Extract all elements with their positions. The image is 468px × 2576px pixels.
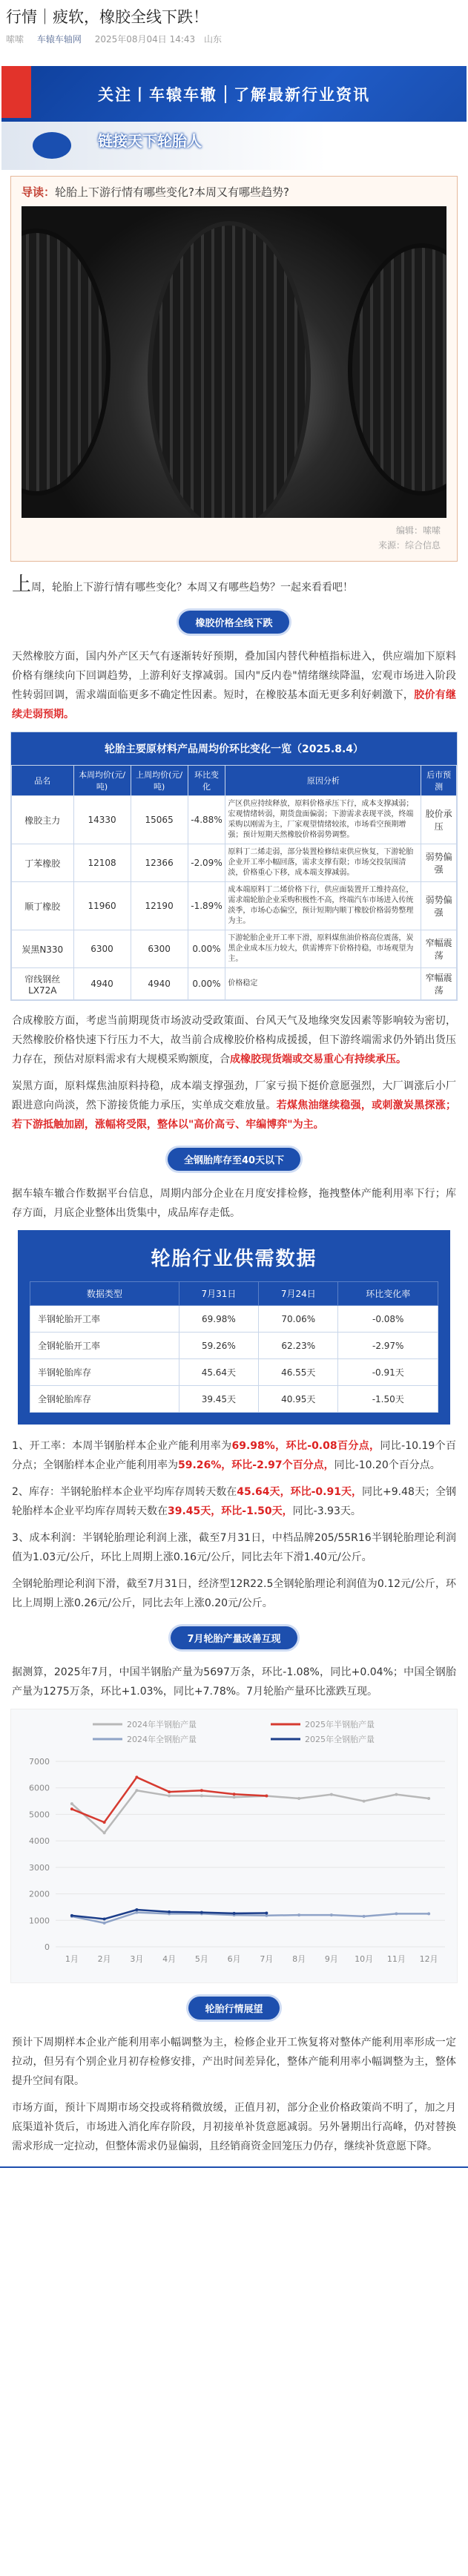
pill-rubber-price: 橡胶价格全线下跌 xyxy=(179,611,289,634)
brand-logo-icon xyxy=(33,132,71,159)
table-cell: 12190 xyxy=(131,882,188,930)
data-point xyxy=(200,1911,203,1914)
account-link[interactable]: 车辕车轴网 xyxy=(36,34,82,45)
supply-cell: -0.91天 xyxy=(338,1359,438,1386)
legend-label: 2024年全钢胎产量 xyxy=(127,1735,197,1744)
x-tick-label: 2月 xyxy=(97,1954,111,1964)
section-pill xyxy=(0,1997,468,2020)
x-tick-label: 1月 xyxy=(65,1954,79,1964)
synthetic-text: 合成橡胶方面，考虑当前期现货市场波动受政策面、台风天气及地缘突发因素等影响较为密切，天然橡胶价格快速下行压力不大，故当前合成橡胶价格构成援援，但下游终端需求仍外销出货压力存在，预估对原料需求有大规模采购额度，合 xyxy=(12,1015,456,1065)
supply-cell: 45.64天 xyxy=(179,1359,258,1386)
item1-text: 1、开工率：本周半钢胎样本企业产能利用率为 xyxy=(12,1440,232,1452)
table-cell: 原料丁二烯走弱，部分装置检修结束供应恢复，下游轮胎企业开工率小幅回落，需求支撑有限；市场交投氛围清淡，价格重心下移，成本端支撑减弱。 xyxy=(225,844,421,882)
lead-paragraph xyxy=(0,575,468,597)
intro-text: 轮胎上下游行情有哪些变化?本周又有哪些趋势? xyxy=(55,185,289,199)
data-point xyxy=(330,1913,333,1916)
table-row xyxy=(12,930,457,968)
y-tick-label: 3000 xyxy=(29,1862,50,1873)
supply-cell: 59.26% xyxy=(179,1333,258,1359)
intro-lead xyxy=(11,177,457,207)
data-point xyxy=(395,1793,398,1796)
x-tick-label: 5月 xyxy=(194,1954,208,1964)
supply-row xyxy=(30,1386,438,1413)
y-tick-label: 2000 xyxy=(29,1889,50,1899)
lead-dropcap: 上 xyxy=(12,574,32,596)
data-point xyxy=(168,1910,171,1913)
end-divider xyxy=(0,2166,468,2168)
data-point xyxy=(233,1793,236,1795)
table-cell: 12366 xyxy=(131,844,188,882)
table-cell: 6300 xyxy=(73,930,131,968)
supply-cell: 半钢轮胎开工率 xyxy=(30,1306,179,1333)
lead-text: 周，轮胎上下游行情有哪些变化？本周又有哪些趋势？一起来看看吧！ xyxy=(31,582,354,594)
data-point xyxy=(103,1922,106,1925)
data-point xyxy=(363,1800,366,1803)
y-tick-label: 1000 xyxy=(29,1916,50,1926)
table-cell: 4940 xyxy=(73,968,131,1000)
banner-headline xyxy=(1,73,467,114)
x-tick-label: 4月 xyxy=(162,1954,177,1964)
supply-demand-title: 轮胎行业供需数据 xyxy=(151,1248,317,1270)
banner-slogan: 链接天下轮胎人 xyxy=(98,132,202,150)
outlook-paragraph-1: 预计下周期样本企业产能利用率小幅调整为主，检修企业开工恢复将对整体产能利用率形成一定拉动，但另有个别企业月初存检修安排，产出时间差异化，整体产能利用率小幅调整为主，整体提升空间有限。 xyxy=(12,2037,456,2087)
table-cell: 12108 xyxy=(73,844,131,882)
banner-divider xyxy=(225,85,226,103)
data-point xyxy=(233,1912,236,1915)
table-header-cell: 品名 xyxy=(12,766,74,796)
inventory-item xyxy=(0,1482,468,1521)
operating-rate-item xyxy=(0,1436,468,1475)
supply-header-cell: 7月24日 xyxy=(259,1282,338,1306)
data-point xyxy=(297,1913,300,1916)
supply-cell: 46.55天 xyxy=(259,1359,338,1386)
supply-cell: 全钢轮胎库存 xyxy=(30,1386,179,1413)
pill-outlook: 轮胎行情展望 xyxy=(188,1997,279,2020)
data-point xyxy=(200,1794,203,1797)
material-price-table xyxy=(10,732,458,1001)
data-point xyxy=(103,1918,106,1921)
table-cell: 胶价承压 xyxy=(421,796,457,844)
item1-highlight-a: 69.98%，环比-0.08百分点， xyxy=(231,1440,380,1452)
supply-cell: 39.45天 xyxy=(179,1386,258,1413)
supply-row xyxy=(30,1306,438,1333)
carbon-text: 炭黑方面，原料煤焦油原料持稳，成本端支撑强劲，厂家亏损下挺价意愿强烈，大厂调涨后小厂跟进意向尚淡，然下游接货能力承压，实单成交难放量。 xyxy=(12,1080,456,1111)
table-body xyxy=(12,796,457,1000)
meta-time: 2025年08月04日 14:43 xyxy=(94,34,196,45)
item1-text-b: 同比-10.19个百分点；全钢胎样本企业产能利用率为 xyxy=(12,1440,456,1471)
table-row xyxy=(12,844,457,882)
data-point xyxy=(103,1831,106,1834)
table-header-cell: 上周均价(元/吨) xyxy=(131,766,188,796)
item2-highlight-a: 45.64天，环比-0.91天， xyxy=(237,1486,363,1498)
table-row xyxy=(12,796,457,844)
data-point xyxy=(135,1789,138,1792)
item2-text: 2、库存：半钢轮胎样本企业平均库存周转天数在 xyxy=(12,1486,237,1498)
meta-source: 嗦嗦 xyxy=(6,34,24,45)
supply-cell: 40.95天 xyxy=(259,1386,338,1413)
item2-highlight-b: 39.45天，环比-1.50天， xyxy=(168,1505,293,1517)
table-row xyxy=(12,968,457,1000)
supply-row xyxy=(30,1333,438,1359)
outlook-paragraph-2: 市场方面，预计下周期市场交投或将稍微放缓，正值月初，部分企业价格政策尚不明了，加之月底渠道补货后，市场进入消化库存阶段，月初接单补货意愿减弱。另外暑期出行高峰，仍对替换需求形成一定拉动，但整体需求仍显偏弱，且经销商资金回笼压力仍存，继续补货意愿下降。 xyxy=(12,2102,456,2152)
table-cell: 0.00% xyxy=(188,930,225,968)
article-title: 行情｜疲软，橡胶全线下跌！ xyxy=(6,8,208,26)
intro-box xyxy=(10,176,458,562)
y-tick-label: 5000 xyxy=(29,1810,50,1820)
material-table-title: 轮胎主要原材料产品周均价环比变化一览（2025.8.4） xyxy=(11,732,457,765)
data-point xyxy=(70,1914,73,1917)
data-point xyxy=(135,1775,138,1778)
tire-image-left xyxy=(22,229,111,496)
supply-demand-card xyxy=(18,1230,450,1425)
supply-header-row xyxy=(30,1282,438,1306)
table-cell: 14330 xyxy=(73,796,131,844)
inventory-paragraph: 据车辕车辙合作数据平台信息，周期内部分企业在月度安排检修，拖拽整体产能利用率下行；库存方面，月底企业整体出货集中，成品库存走低。 xyxy=(12,1188,456,1219)
x-tick-label: 3月 xyxy=(130,1954,144,1964)
series-line xyxy=(72,1790,429,1833)
data-point xyxy=(233,1795,236,1798)
table-cell: 弱势偏强 xyxy=(421,844,457,882)
item1-text-c: 同比-10.20个百分点。 xyxy=(334,1459,441,1471)
x-tick-label: 8月 xyxy=(292,1954,306,1964)
carbon-paragraph xyxy=(0,1077,468,1134)
supply-cell: -0.08% xyxy=(338,1306,438,1333)
chart-svg xyxy=(11,1709,457,1982)
table-header-cell: 后市预测 xyxy=(421,766,457,796)
follow-banner[interactable] xyxy=(1,66,467,170)
data-point xyxy=(70,1807,73,1810)
item2-text-b: 同比+9.48天；全钢轮胎样本企业平均库存周转天数在 xyxy=(12,1486,457,1517)
series-line xyxy=(72,1777,267,1822)
carbon-highlight: 若煤焦油继续稳强，或刺激炭黑探涨；若下游抵触加剧，涨幅将受限，整体以"高价高亏、牢编博弈"为主。 xyxy=(12,1100,457,1131)
profit-item-semi: 3、成本利润：半钢轮胎理论利润上涨，截至7月31日，中档品牌205/55R16半钢轮胎理论利润值为1.03元/公斤，环比上周期上涨0.16元/公斤，同比去年下滑1.40元/公斤。 xyxy=(12,1532,456,1563)
table-cell: 窄幅震荡 xyxy=(421,930,457,968)
banner-left-text: 关注丨车辕车辙 xyxy=(98,85,217,104)
table-cell: -4.88% xyxy=(188,796,225,844)
y-tick-label: 0 xyxy=(45,1942,50,1952)
y-tick-label: 4000 xyxy=(29,1836,50,1847)
data-point xyxy=(427,1912,430,1915)
table-cell: 成本端原料丁二烯价格下行，供应面装置开工维持高位，需求端轮胎企业采购积极性不高，终端汽车市场进入传统淡季，市场心态偏空，预计短期内顺丁橡胶价格弱势整理为主。 xyxy=(225,882,421,930)
intro-label: 导读： xyxy=(22,185,56,199)
x-tick-label: 6月 xyxy=(227,1954,241,1964)
synthetic-highlight: 成橡胶现货端或交易重心有持续承压。 xyxy=(230,1054,406,1065)
table-header-cell: 原因分析 xyxy=(225,766,421,796)
data-point xyxy=(168,1790,171,1793)
supply-header-cell: 环比变化率 xyxy=(338,1282,438,1306)
data-point xyxy=(70,1802,73,1805)
photo-caption-editor: 编辑：嗦嗦 xyxy=(395,525,441,536)
synthetic-paragraph xyxy=(0,1011,468,1069)
data-point xyxy=(200,1789,203,1792)
tire-image-right xyxy=(348,243,446,496)
table-cell: 炭黑N330 xyxy=(12,930,74,968)
table-cell: 产区供应持续释放，原料价格承压下行，成本支撑减弱；宏观情绪转弱，期货盘面偏弱；下游需求表现平淡，终端采购以刚需为主，厂家观望情绪较浓，市场看空预期增强；预计短期天然橡胶价格弱势调整。 xyxy=(225,796,421,844)
table-cell: 6300 xyxy=(131,930,188,968)
data-point xyxy=(297,1797,300,1800)
rubber-paragraph xyxy=(0,647,468,724)
photo-caption-source: 来源：综合信息 xyxy=(378,540,441,551)
legend-label: 2025年全钢胎产量 xyxy=(305,1735,375,1744)
x-tick-label: 9月 xyxy=(324,1954,338,1964)
supply-cell: -1.50天 xyxy=(338,1386,438,1413)
table-header-row xyxy=(12,766,457,796)
tire-image-center xyxy=(148,221,311,518)
y-tick-label: 7000 xyxy=(29,1757,50,1767)
supply-row xyxy=(30,1359,438,1386)
pill-inventory: 全钢胎库存至40天以下 xyxy=(168,1148,300,1171)
tire-output-chart xyxy=(10,1709,458,1983)
data-point xyxy=(135,1908,138,1911)
data-point xyxy=(330,1793,333,1796)
table-cell: 丁苯橡胶 xyxy=(12,844,74,882)
x-tick-label: 7月 xyxy=(260,1954,274,1964)
meta-place: 山东 xyxy=(204,34,223,45)
supply-body xyxy=(30,1306,438,1413)
data-point xyxy=(135,1911,138,1914)
data-point xyxy=(265,1795,268,1798)
article-meta xyxy=(0,28,468,50)
table-cell: 窄幅震荡 xyxy=(421,968,457,1000)
supply-cell: 69.98% xyxy=(179,1306,258,1333)
supply-cell: -2.97% xyxy=(338,1333,438,1359)
supply-cell: 70.06% xyxy=(259,1306,338,1333)
data-point xyxy=(103,1821,106,1824)
section-pill xyxy=(0,611,468,634)
table-cell: 4940 xyxy=(131,968,188,1000)
data-point xyxy=(363,1915,366,1918)
supply-cell: 62.23% xyxy=(259,1333,338,1359)
rubber-highlight: 胶价有继续走弱预期。 xyxy=(12,689,457,720)
item2-text-c: 同比-3.93天。 xyxy=(292,1505,361,1517)
table-cell: 0.00% xyxy=(188,968,225,1000)
table-cell: 下游轮胎企业开工率下滑，原料煤焦油价格高位震荡，炭黑企业成本压力较大，供需博弈下价格持稳，市场观望为主。 xyxy=(225,930,421,968)
supply-cell: 半钢轮胎库存 xyxy=(30,1359,179,1386)
rubber-text: 天然橡胶方面，国内外产区天气有逐渐转好预期，叠加国内替代种植指标进入，供应端加下原料价格有继续向下回调趋势，上游利好支撑减弱。国内"反内卷"情绪继续降温，宏观市场进入阶段性转弱回调，需求端面临更多不确定性因素。短时，在橡胶基本面无更多利好刺激下， xyxy=(12,651,456,701)
legend-label: 2024年半钢胎产量 xyxy=(127,1720,197,1729)
profit-item-all: 全钢轮胎理论利润下滑，截至7月31日，经济型12R22.5全钢轮胎理论利润值为0.12元/公斤，环比上周期上涨0.26元/公斤，同比去年上涨0.20元/公斤。 xyxy=(12,1578,456,1609)
table-header-cell: 本周均价(元/吨) xyxy=(73,766,131,796)
tire-photo xyxy=(22,206,446,518)
table-cell: 帘线钢丝LX72A xyxy=(12,968,74,1000)
data-point xyxy=(265,1911,268,1914)
banner-logo-strip xyxy=(1,122,467,170)
x-tick-label: 10月 xyxy=(355,1954,374,1964)
data-point xyxy=(395,1912,398,1915)
table-cell: 15065 xyxy=(131,796,188,844)
table-cell: -2.09% xyxy=(188,844,225,882)
table-cell: 橡胶主力 xyxy=(12,796,74,844)
y-tick-label: 6000 xyxy=(29,1783,50,1793)
supply-header-cell: 数据类型 xyxy=(30,1282,179,1306)
table-cell: 顺丁橡胶 xyxy=(12,882,74,930)
table-cell: 弱势偏强 xyxy=(421,882,457,930)
data-point xyxy=(168,1794,171,1797)
supply-cell: 全钢轮胎开工率 xyxy=(30,1333,179,1359)
supply-header-cell: 7月31日 xyxy=(179,1282,258,1306)
table-cell: 价格稳定 xyxy=(225,968,421,1000)
item1-highlight-b: 59.26%，环比-2.97个百分点， xyxy=(178,1459,334,1471)
section-pill xyxy=(0,1148,468,1171)
output-paragraph: 据测算，2025年7月，中国半钢胎产量为5697万条，环比-1.08%，同比+0.04%；中国全钢胎产量为1275万条，环比+1.03%，同比+7.78%。7月轮胎产量环比涨跌互现。 xyxy=(12,1666,456,1698)
table-header-cell: 环比变化 xyxy=(188,766,225,796)
data-point xyxy=(427,1797,430,1800)
x-tick-label: 11月 xyxy=(386,1954,406,1964)
legend-label: 2025年半钢胎产量 xyxy=(305,1720,375,1729)
section-pill xyxy=(0,1626,468,1649)
banner-right-text: 了解最新行业资讯 xyxy=(234,85,370,104)
table-row xyxy=(12,882,457,930)
pill-output: 7月轮胎产量改善互现 xyxy=(171,1626,297,1649)
table-cell: 11960 xyxy=(73,882,131,930)
x-tick-label: 12月 xyxy=(419,1954,438,1964)
table-cell: -1.89% xyxy=(188,882,225,930)
